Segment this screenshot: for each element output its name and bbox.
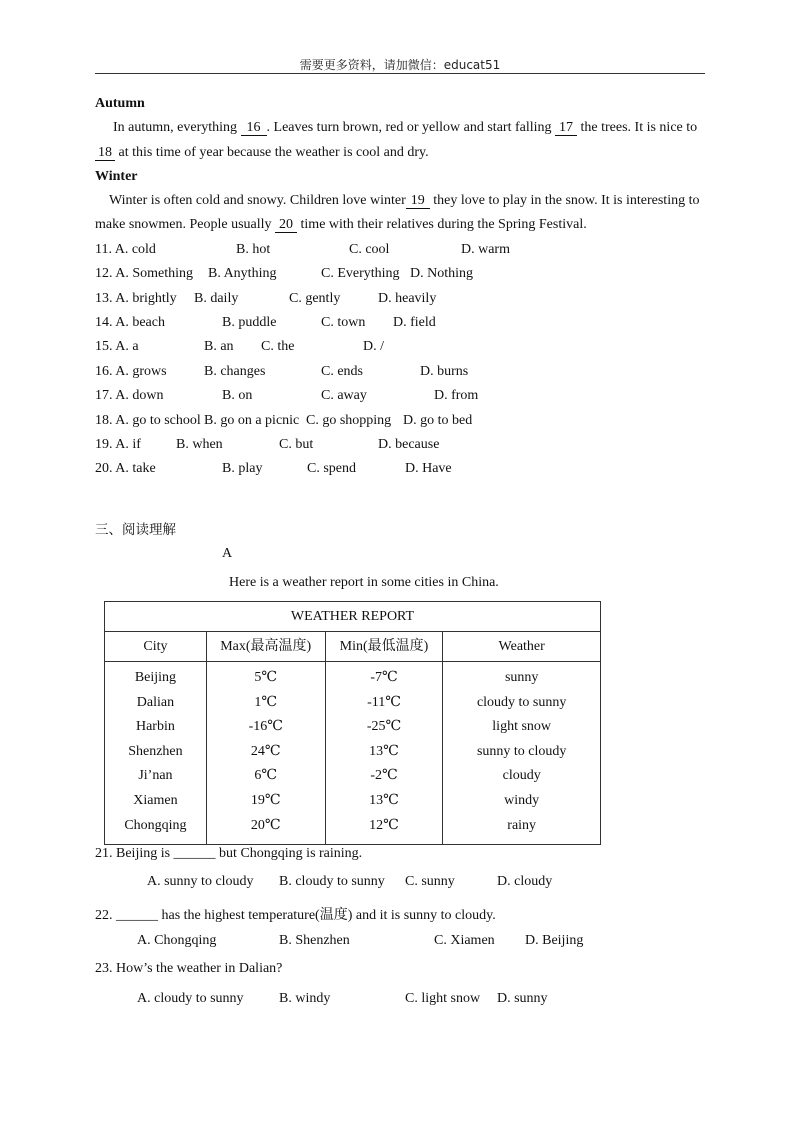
autumn-text: . Leaves turn brown, red or yellow and start falling: [266, 120, 552, 135]
option-16-a: 16. A. grows: [95, 364, 167, 379]
question-23-b: B. windy: [279, 991, 331, 1006]
winter-line-2: [95, 217, 587, 233]
table-cell: windy: [504, 792, 540, 808]
weather-column: [443, 662, 601, 845]
autumn-line-2: [95, 145, 429, 161]
question-23-a: A. cloudy to sunny: [137, 991, 244, 1006]
option-20-a: 20. A. take: [95, 461, 156, 476]
header-max: Max(最高温度): [206, 632, 325, 662]
option-19-b: B. when: [176, 437, 223, 452]
reading-intro: Here is a weather report in some cities in China.: [229, 575, 499, 590]
option-20-b: B. play: [222, 461, 263, 476]
table-cell: light snow: [492, 719, 552, 735]
city-column: [105, 662, 207, 845]
table-cell: 13℃: [369, 743, 399, 759]
option-13-c: C. gently: [289, 291, 341, 306]
option-17-b: B. on: [222, 388, 253, 403]
header-city: City: [105, 632, 207, 662]
option-17-c: C. away: [321, 388, 367, 403]
option-14-c: C. town: [321, 315, 366, 330]
min-column: [325, 662, 443, 845]
question-22-a: A. Chongqing: [137, 933, 217, 948]
blank-17: 17: [555, 120, 577, 136]
question-22-d: D. Beijing: [525, 933, 584, 948]
option-20-c: C. spend: [307, 461, 356, 476]
option-18-a: 18. A. go to school: [95, 413, 201, 428]
question-21-stem: 21. Beijing is ______ but Chongqing is raining.: [95, 846, 363, 861]
option-11-c: C. cool: [349, 242, 390, 257]
autumn-text: In autumn, everything: [113, 120, 238, 135]
winter-text: they love to play in the snow. It is interesting to: [433, 193, 700, 208]
table-cell: -7℃: [370, 670, 398, 685]
question-22-c: C. Xiamen: [434, 933, 495, 948]
winter-text: make snowmen. People usually: [95, 217, 272, 232]
option-19-d: D. because: [378, 437, 440, 452]
option-18-d: D. go to bed: [403, 413, 473, 428]
question-22-b: B. Shenzhen: [279, 933, 350, 948]
option-14-a: 14. A. beach: [95, 315, 165, 330]
table-cell: sunny to cloudy: [476, 743, 567, 759]
table-cell: Shenzhen: [128, 743, 183, 759]
option-11-b: B. hot: [236, 242, 271, 257]
table-cell: -2℃: [370, 768, 398, 784]
question-21-c: C. sunny: [405, 874, 455, 889]
autumn-text: at this time of year because the weather is cool and dry.: [118, 145, 429, 160]
header-divider: [95, 73, 705, 74]
table-cell: 1℃: [254, 694, 278, 710]
winter-text: time with their relatives during the Spring Festival.: [300, 217, 587, 232]
table-cell: 20℃: [250, 817, 281, 833]
option-17-a: 17. A. down: [95, 388, 164, 403]
option-11-a: 11. A. cold: [95, 242, 156, 257]
option-14-b: B. puddle: [222, 315, 277, 330]
table-cell: -11℃: [367, 694, 401, 710]
option-15-d: D. /: [363, 339, 384, 354]
option-12-c: C. Everything: [321, 266, 400, 281]
option-13-d: D. heavily: [378, 291, 437, 306]
question-23-d: D. sunny: [497, 991, 548, 1006]
option-15-c: C. the: [261, 339, 295, 354]
question-21-a: A. sunny to cloudy: [147, 874, 254, 889]
page-header: 需要更多资料，请加微信：educat51: [299, 58, 501, 72]
winter-line-1: [109, 193, 699, 209]
option-15-b: B. an: [204, 339, 234, 354]
question-23-stem: 23. How’s the weather in Dalian?: [95, 961, 283, 976]
table-cell: 24℃: [250, 743, 281, 759]
table-cell: 19℃: [250, 792, 281, 808]
option-11-d: D. warm: [461, 242, 510, 257]
table-cell: Harbin: [135, 719, 175, 735]
part-label: A: [222, 546, 233, 561]
weather-report-table: [104, 601, 601, 845]
option-14-d: D. field: [393, 315, 436, 330]
max-column: [206, 662, 325, 845]
option-18-b: B. go on a picnic: [204, 413, 300, 428]
option-13-a: 13. A. brightly: [95, 291, 177, 306]
option-18-c: C. go shopping: [306, 413, 392, 428]
table-cell: cloudy to sunny: [476, 694, 567, 710]
table-cell: sunny: [504, 670, 539, 685]
blank-19: 19: [406, 193, 430, 209]
table-cell: -16℃: [248, 719, 283, 735]
table-cell: -25℃: [366, 719, 402, 735]
question-21-d: D. cloudy: [497, 874, 553, 889]
option-19-a: 19. A. if: [95, 437, 141, 452]
table-cell: 6℃: [254, 768, 278, 784]
table-cell: Xiamen: [133, 792, 178, 808]
blank-20: 20: [275, 217, 297, 233]
table-cell: Beijing: [134, 670, 177, 685]
question-23-c: C. light snow: [405, 991, 481, 1006]
option-12-d: D. Nothing: [410, 266, 473, 281]
table-title: WEATHER REPORT: [105, 602, 601, 632]
autumn-line-1: [113, 120, 697, 136]
table-cell: 13℃: [369, 792, 399, 808]
option-15-a: 15. A. a: [95, 339, 139, 354]
table-cell: rainy: [507, 817, 537, 833]
option-12-b: B. Anything: [208, 266, 277, 281]
blank-16: 16: [241, 120, 267, 136]
option-16-c: C. ends: [321, 364, 363, 379]
winter-text: Winter is often cold and snowy. Children love winter: [109, 193, 406, 208]
autumn-heading: Autumn: [95, 96, 145, 111]
section-title: 三、阅读理解: [95, 522, 176, 538]
option-17-d: D. from: [434, 388, 479, 403]
option-16-d: D. burns: [420, 364, 469, 379]
option-13-b: B. daily: [194, 291, 239, 306]
option-12-a: 12. A. Something: [95, 266, 194, 281]
question-22-stem: 22. ______ has the highest temperature(温度) and it is sunny to cloudy.: [95, 908, 496, 923]
table-cell: 12℃: [369, 817, 399, 833]
winter-heading: Winter: [95, 169, 138, 184]
header-min: Min(最低温度): [325, 632, 443, 662]
question-21-b: B. cloudy to sunny: [279, 874, 385, 889]
table-cell: Dalian: [136, 694, 175, 710]
table-cell: 5℃: [254, 670, 278, 685]
table-cell: Chongqing: [124, 817, 187, 833]
table-cell: Ji’nan: [138, 768, 173, 784]
blank-18: 18: [95, 145, 115, 161]
header-weather: Weather: [443, 632, 601, 662]
table-cell: cloudy: [502, 768, 541, 784]
option-16-b: B. changes: [204, 364, 266, 379]
option-19-c: C. but: [279, 437, 314, 452]
autumn-text: the trees. It is nice to: [580, 120, 698, 135]
option-20-d: D. Have: [405, 461, 452, 476]
